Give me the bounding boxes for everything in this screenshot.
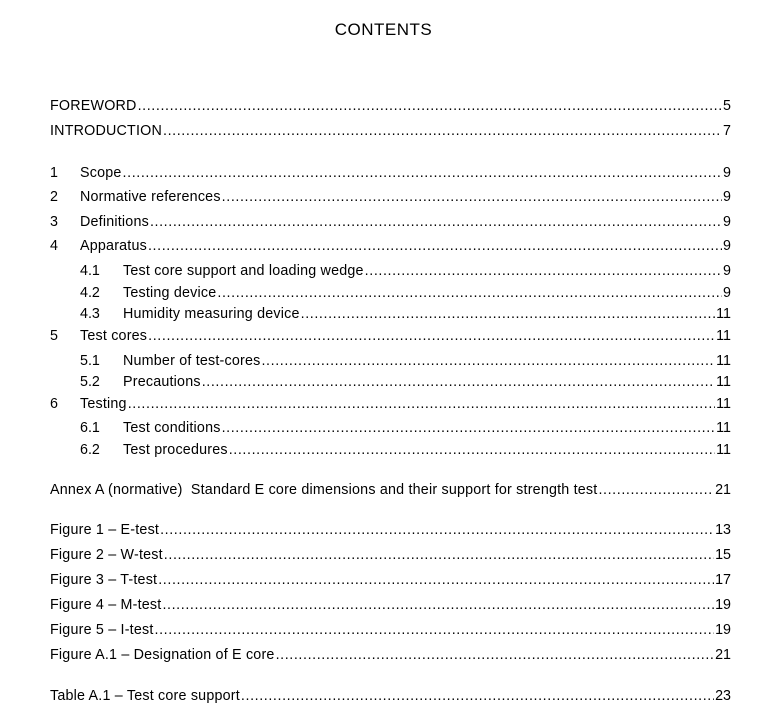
toc-number: 4.2 [80,285,100,301]
toc-label: Scope [80,165,122,181]
toc-number: 4.3 [80,306,100,322]
toc-page: 11 [716,420,731,436]
toc-label: Test core support and loading wedge [123,263,364,279]
toc-label: Table A.1 – Test core support [50,688,240,704]
toc-leader [138,97,722,115]
toc-section-5-1[interactable] [80,352,731,370]
toc-number: 4 [50,238,58,254]
toc-page: 9 [723,165,731,181]
toc-label: Precautions [123,374,201,390]
toc-page: 7 [723,123,731,139]
toc-label: INTRODUCTION [50,123,163,139]
toc-number: 1 [50,165,58,181]
toc-leader [163,122,722,140]
toc-number: 6 [50,396,58,412]
toc-page: 5 [723,98,731,114]
toc-leader [148,237,722,255]
toc-number: 2 [50,189,58,205]
toc-section-1[interactable] [50,164,731,182]
toc-label: Figure 1 – E-test [50,522,160,538]
toc-leader [155,621,715,639]
toc-label: Testing device [123,285,217,301]
toc-leader [217,284,722,302]
toc-figure-a1[interactable] [50,646,731,664]
toc-leader [241,687,714,705]
toc-number: 5 [50,328,58,344]
toc-page: 19 [715,622,731,638]
toc-foreword[interactable] [50,97,731,115]
toc-page: 23 [715,688,731,704]
toc-label: Apparatus [80,238,147,254]
toc-label: Test cores [80,328,148,344]
toc-label: Figure A.1 – Designation of E core [50,647,275,663]
toc-page: 17 [715,572,731,588]
toc-label: Humidity measuring device [123,306,300,322]
toc-section-6-2[interactable] [80,441,731,459]
toc-figure-2[interactable] [50,546,731,564]
toc-leader [598,481,714,499]
toc-page: 11 [716,306,731,322]
toc-page: 21 [715,647,731,663]
toc-section-4-1[interactable] [80,262,731,280]
toc-page: 19 [715,597,731,613]
toc-page: 11 [716,328,731,344]
toc-leader [222,188,722,206]
toc-number: 5.2 [80,374,100,390]
toc-number: 4.1 [80,263,100,279]
toc-label: Test conditions [123,420,221,436]
toc-section-5-2[interactable] [80,373,731,391]
toc-section-5[interactable] [50,327,731,345]
toc-figure-3[interactable] [50,571,731,589]
toc-label: Annex A (normative) Standard E core dimensions and their support for strength test [50,482,598,498]
toc-label: Number of test-cores [123,353,261,369]
toc-leader [222,419,716,437]
toc-leader [276,646,715,664]
toc-page: 15 [715,547,731,563]
toc-leader [261,352,715,370]
toc-page: 9 [723,263,731,279]
toc-leader [162,596,714,614]
toc-section-3[interactable] [50,213,731,231]
toc-label: Normative references [80,189,221,205]
toc-label: FOREWORD [50,98,137,114]
toc-section-4-2[interactable] [80,284,731,302]
toc-figure-1[interactable] [50,521,731,539]
toc-label: Testing [80,396,127,412]
toc-label: Figure 5 – I-test [50,622,154,638]
toc-number: 6.1 [80,420,100,436]
toc-page: 11 [716,396,731,412]
toc-introduction[interactable] [50,122,731,140]
toc-annex-a[interactable] [50,481,731,499]
toc-label: Figure 2 – W-test [50,547,163,563]
toc-label: Definitions [80,214,149,230]
toc-label: Figure 4 – M-test [50,597,162,613]
toc-page: 11 [716,353,731,369]
toc-page: 11 [716,442,731,458]
toc-leader [160,521,714,539]
toc-page: 11 [716,374,731,390]
toc-section-6[interactable] [50,395,731,413]
toc-page: 13 [715,522,731,538]
toc-number: 5.1 [80,353,100,369]
toc-number: 6.2 [80,442,100,458]
toc-leader [123,164,723,182]
toc-leader [202,373,715,391]
toc-leader [158,571,714,589]
toc-section-4-3[interactable] [80,305,731,323]
toc-figure-5[interactable] [50,621,731,639]
toc-leader [164,546,714,564]
toc-section-4[interactable] [50,237,731,255]
toc-leader [229,441,715,459]
toc-leader [128,395,715,413]
toc-table-a1[interactable] [50,687,731,705]
toc-leader [365,262,722,280]
toc-leader [148,327,715,345]
toc-page: 9 [723,189,731,205]
toc-page: 9 [723,285,731,301]
toc-leader [301,305,716,323]
toc-page: 21 [715,482,731,498]
toc-label: Test procedures [123,442,228,458]
toc-section-2[interactable] [50,188,731,206]
toc-label: Figure 3 – T-test [50,572,158,588]
toc-leader [150,213,722,231]
toc-page: 9 [723,238,731,254]
toc-figure-4[interactable] [50,596,731,614]
toc-section-6-1[interactable] [80,419,731,437]
toc-number: 3 [50,214,58,230]
toc-page: 9 [723,214,731,230]
page-title: CONTENTS [334,20,433,39]
